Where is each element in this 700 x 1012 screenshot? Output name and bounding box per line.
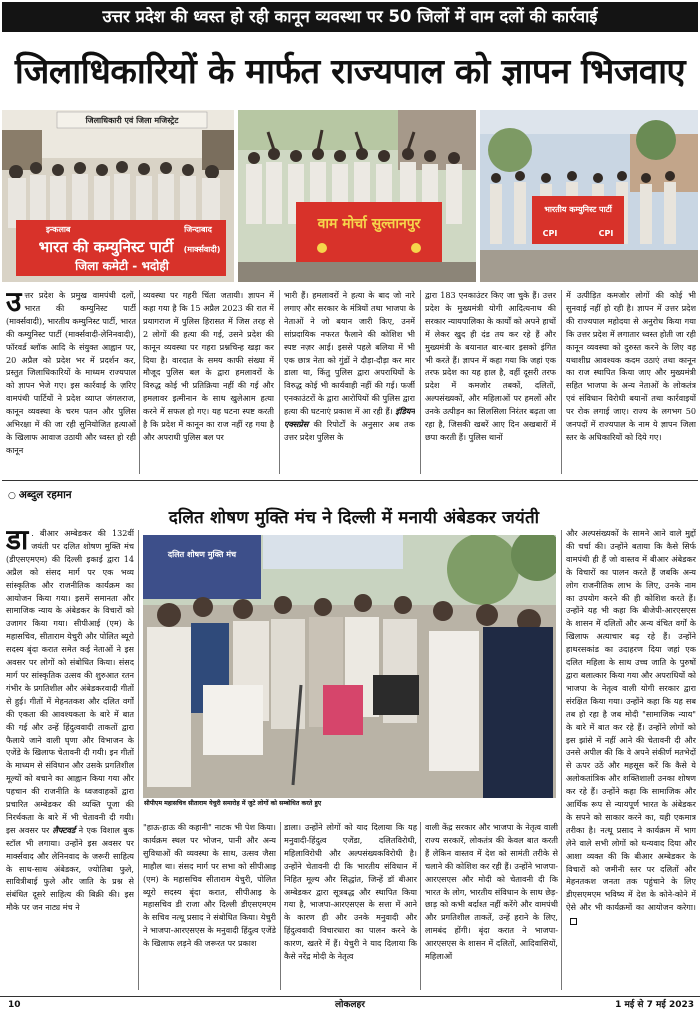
page-number: 10	[8, 1000, 21, 1010]
article1-column-3	[284, 289, 415, 475]
section-divider	[2, 480, 698, 481]
banner-slogan-right: जिन्दाबाद	[184, 225, 212, 234]
article1-col3-source: इंडियन एक्सप्रेस	[284, 406, 415, 430]
issue-date: 1 मई से 7 मई 2023	[615, 1000, 694, 1010]
article2-col1-text: . बीआर अम्बेडकर की 132वीं जयंती पर दलित शोषण मुक्ति मंच (डीएसएमएम) की दिल्ली इकाई द्वारा 14 अप्रैल को संसद मार्ग पर एक भव्य सांस्कृतिक और राजनीतिक कार्यक्रम का आयोजन किया गया। इसमें समानता और सामाजिक न्याय के अंबेडकर के विचारों को उजागर किया गया। सीपीआई (एम) के महासचिव, सीताराम येचुरी और पोलित ब्यूरो सदस्य बृंदा करात समेत कई नेताओं ने इस अवसर पर लोगों को संबोधित किया। संसद मार्ग पर सांस्कृतिक उत्सव की शुरुआत रतन गंभीर के प्रगतिशील और अंबेडकरवादी गीतों से हुई। गीतों में मेहनतकश और दलित वर्गों की एकता की आवश्यकता के बारे में बात की गई और उन्हें हिंदुत्ववादी ताकतों द्वारा फैलाये जाने वाली घृणा और विभाजन के एजेंडे के खिलाफ चेतावनी दी गयी। इन गीतों के माध्यम से संविधान और उसके प्रगतिशील मूल्यों को बचाने का आह्वान किया गया और पहचान की राजनीति के ध्वजवाहकों द्वारा प्रचारित अम्बेडकर की व्यक्ति पूजा की निरर्थकता के बारे में भी चेतावनी दी गयी। इस अवसर पर	[6, 528, 134, 835]
article1-col3-text: भारी हैं। हमलावरों ने हत्या के बाद जो नारे लगाए और सरकार के मंत्रियों तथा भाजपा के नेताओं ने जो बयान जारी किए, उनमें सांप्रदायिक नफरत फैलाने की कोशिश भी स्पष्ट नज़र आई। इससे पहले बलिया में भी एक छात्र नेता को गुंडों ने दौड़ा-दौड़ा कर मार डाला था, किंतु पुलिस द्वारा अपराधियों के विरुद्ध कोई भी कार्यवाही नहीं की गई। फर्जी एनकाउंटरों के द्वारा आरोपियों की पुलिस द्वारा हत्या की घटनाएं प्रकाश में आ रही हैं।	[284, 290, 415, 417]
divider	[420, 822, 421, 990]
divider	[279, 290, 280, 474]
banner-party-suffix: (मार्क्सवादी)	[183, 245, 221, 254]
article1-col5-text: में उत्पीड़ित कमजोर लोगों की कोई भी सुनवाई नहीं हो रही है। ज्ञापन में उत्तर प्रदेश की राज्यपाल महोदया से अनुरोध किया गया कि उत्तर प्रदेश में लगातार ध्वस्त होती जा रही कानून व्यवस्था को दुरुस्त करने के लिए वह यथाशीघ्र आवश्यक कदम उठाएं तथा कानून का राज स्थापित किया जाए और मुख्यमंत्री सहित भाजपा के अन्य नेताओं के लोकतंत्र एवं संविधान विरोधी बयानों तथा कार्रवाइयों पर रोक लगाई जाए। राज्य के लगभग 50 जनपदों में राज्यपाल के नाम ये ज्ञापन जिला स्तर के अधिकारियों को दिये गए।	[566, 290, 696, 442]
article2-column-1	[6, 527, 134, 991]
article1-col1-text: त्तर प्रदेश के प्रमुख वामपंथी दलों, भारत की कम्युनिस्ट पार्टी (मार्क्सवादी), भारतीय कम्युनिस्ट पार्टी, भारत की कम्युनिस्ट पार्टी (मार्क्सवादी-लेनिनवादी), फॉरवर्ड ब्लॉक आदि के संयुक्त आह्वान पर, 20 अप्रैल को प्रदेश भर में प्रदर्शन कर, प्रस्तुत जिलाधिकारियों के माध्यम राज्यपाल को ज्ञापन भेजे गए। इस कार्रवाई के ज़रिए वामपंथी पार्टियों ने प्रदेश व्याप्त जंगलराज, कानून व्यवस्था के चरम पतन और पुलिस अभिरक्षा में की जा रही सुनियोजित हत्याओं के खिलाफ आवाज उठायी और ध्वस्त हो रही कानून	[6, 290, 136, 455]
article2-column-4	[425, 821, 558, 993]
kicker-strip: उत्तर प्रदेश की ध्वस्त हो रही कानून व्यवस्था पर 50 जिलों में वाम दलों की कार्रवाई	[2, 2, 698, 32]
article2-column-2	[143, 821, 276, 993]
article2-col1-tail: ने एक विशाल बुक स्टॉल भी लगाया। उन्होंने इस अवसर पर मार्क्सवाद और लेनिनवाद के जरूरी साहित्य के साथ-साथ अंबेडकर, ज्योतिबा फुले, सावित्रीबाई फुले और जाति के प्रश्न से संबंधित दूसरे साहित्य की बिक्री की। इस मौके पर जन नाट्य मंच ने	[6, 824, 134, 913]
banner-slogan-left: इन्कलाब	[46, 225, 71, 234]
photo-protest-cpi-image	[480, 110, 698, 282]
article1-column-2	[143, 289, 274, 475]
article2-byline: ○ अब्दुल रहमान	[8, 489, 72, 501]
building-sign: जिलाधिकारी एवं जिला मजिस्ट्रेट	[85, 116, 179, 125]
article1-column-5	[566, 289, 696, 475]
photo-protest-sultanpur-image	[238, 110, 476, 282]
article1-col3-tail: की रिपोर्टों के अनुसार अब तक उत्तर प्रदेश पुलिस के	[284, 419, 415, 442]
byline-author: अब्दुल रहमान	[18, 489, 72, 501]
article1-col2-text: व्यवस्था पर गहरी चिंता जतायी। ज्ञापन में कहा गया है कि 15 अप्रैल 2023 की रात में प्रयागराज में पुलिस हिरासत में जिस तरह से 2 लोगों की हत्या की गई, उसने प्रदेश की कानून व्यवस्था पर गहरा प्रश्नचिन्ह खड़ा कर दिया है। वारदात के समय काफी संख्या में मौजूद पुलिस बल के द्वारा हमलावरों के विरुद्ध कोई भी प्रतिक्रिया नहीं की गई और हमलावर इत्मीनान के साथ खुलेआम हत्या करने में सफल हो गए। यह घटना स्पष्ट करती है कि प्रदेश में कानून का राज नहीं रह गया है और अपराधी पुलिस बल पर	[143, 290, 274, 442]
article2-column-5	[566, 527, 696, 993]
banner-district: जिला कमेटी - भदोही	[75, 259, 169, 273]
photo-protest-bhadohi	[2, 110, 234, 282]
photo-protest-sultanpur	[238, 110, 476, 282]
article1-column-4	[425, 289, 556, 475]
page-footer	[0, 996, 700, 1012]
page-headline: जिलाधिकारियों के मार्फत राज्यपाल को ज्ञापन भिजवाए	[14, 52, 686, 92]
article1-dropcap: उ	[6, 289, 22, 318]
publication-name: लोकलहर	[335, 1000, 365, 1010]
divider	[139, 290, 140, 474]
article2-col1-leftword: लैफ्टवर्ड	[52, 824, 76, 835]
banner-party-name: भारत की कम्युनिस्ट पार्टी	[38, 238, 174, 256]
banner-cpi-right: CPI	[598, 229, 614, 238]
article2-headline: दलित शोषण मुक्ति मंच ने दिल्ली में मनायी अंबेडकर जयंती	[168, 508, 540, 528]
divider	[561, 530, 562, 990]
photo-protest-bhadohi-image	[2, 110, 234, 282]
banner-cpi-left: CPI	[542, 229, 558, 238]
divider	[561, 290, 562, 474]
divider	[138, 530, 139, 990]
photo-caption: सीपीएम महासचिव सीताराम येचुरी समारोह में जुटे लोगों को सम्बोधित करते हुए	[144, 800, 322, 807]
photo-protest-cpi	[480, 110, 698, 282]
divider	[280, 822, 281, 990]
article2-col2-text: "हाऊ-हाऊ की कहानी" नाटक भी पेश किया। कार्यक्रम स्थल पर भोजन, पानी और अन्य सुविधाओं की व्यवस्था के साथ, उत्सव जैसा माहौल था। संसद मार्ग पर सभा को सीपीआइ (एम) के महासचिव सीताराम येचुरी, पोलित ब्यूरो सदस्य बृंदा करात, सीपीआइ के महासचिव डी राजा और दिल्ली डीएसएमएम के सचिव नत्थू प्रसाद ने संबोधित किया। येचुरी ने भाजपा-आरएसएस के मनुवादी हिंदुत्व एजेंडे के खिलाफ लड़ने की जरूरत पर प्रकाश	[143, 822, 276, 949]
banner-vam-morcha: वाम मोर्चा सुल्तानपुर	[317, 216, 421, 232]
article1-col4-text: द्वारा 183 एनकाउंटर किए जा चुके हैं। उत्तर प्रदेश के मुख्यमंत्री योगी आदित्यनाथ की सरकार न्यायपालिका के कार्यों को अपने हाथों में लेकर खुद ही दंड तय कर रहे हैं और मुख्यमंत्री के बयानात बार-बार इसको इंगित भी करते हैं। ज्ञापन में कहा गया कि जहां एक तरफ प्रदेश का यह हाल है, वहीं दूसरी तरफ प्रदेश में कमजोर तबकों, दलितों, अल्पसंख्यकों, और महिलाओं पर हमलों और उनके उत्पीड़न का सिलसिला निरंतर बढ़ता जा रहा है, जिसकी खबरें आए दिन अखबारों में छपा करती हैं। पुलिस थानों	[425, 290, 556, 442]
divider	[420, 290, 421, 474]
banner-cpi-name: भारतीय कम्युनिस्ट पार्टी	[544, 205, 612, 214]
photo-ambedkar-jayanti	[143, 535, 556, 798]
photo-ambedkar-jayanti-image	[143, 535, 556, 798]
end-mark	[570, 918, 577, 925]
article2-col5-text: और अल्पसंख्यकों के सामने आने वाले मुद्दों की चर्चा की। उन्होंने बताया कि कैसे सिर्फ वामपंथी ही हैं जो वास्तव में बीआर अंबेडकर के विचारों का पालन करते हैं जबकि अन्य लोग राजनीतिक लाभ के लिए, उनके नाम का उपयोग करने की ही कोशिश करते हैं। उन्होंने यह भी कहा कि बीजेपी-आरएसएस के शासन में दलितों और अन्य वंचित वर्गों के खिलाफ अत्याचार बढ़ रहे हैं। उन्होंने हाथरसकांड का उदाहरण दिया जहां एक दलित महिला के साथ उच्च जाति के पुरुषों द्वारा बलात्कार किया गया और अपराधियों को भाजपा के नेतृत्व वाली योगी सरकार द्वारा संरक्षित किया गया। उन्होंने कहा कि यह सब तब हो रहा है जब मोदी "सामाजिक न्याय" के बारे में बात कर रहे हैं। उन्होंने लोगों को इस झांसे में नहीं आने की चेतावनी दी और उनसे अपील की कि वे अपने संकीर्ण मतभेदों से ऊपर उठें और महसूस करें कि कैसे ये अलोकतांत्रिक और शक्तिशाली उनका शोषण कर रहे हैं। उन्होंने कहा कि सामाजिक और आर्थिक रूप से न्यायपूर्ण भारत के अंबेडकर के सपने को साकार करने का, यही एकमात्र तरीका है। नत्थू प्रसाद ने कार्यक्रम में भाग लेने वाले सभी लोगों को धन्यवाद दिया और आशा व्यक्त की कि बीआर अम्बेडकर के विचारों को जमीनी स्तर पर दलितों और मेहनतकश जनता तक पहुंचाने के लिए डीएसएमएम भविष्य में देश के कोने-कोने में ऐसे और भी कार्यक्रमों का आयोजन करेगा।	[566, 528, 696, 913]
article1-column-1	[6, 289, 136, 475]
article2-column-3	[284, 821, 417, 993]
article2-dropcap: डा	[6, 527, 29, 556]
article2-col3-text: डाला। उन्होंने लोगों को याद दिलाया कि यह मनुवादी-हिंदुत्व एजेंडा, दलितविरोधी, महिलाविरोधी और अल्पसंख्यकविरोधी है। उन्होंने चेतावनी दी कि भारतीय संविधान में निहित मूल्य और सिद्धांत, जिन्हें डॉ बीआर अम्बेडकर द्वारा सूत्रबद्ध और स्थापित किया गया है, भाजपा-आरएसएस के सत्ता में आने के कारण ही और उनके मनुवादी और हिंदुत्ववादी विचारधारा का पालन करने के कारण, खतरे में हैं। येचुरी ने याद दिलाया कि कैसे नरेंद्र मोदी के नेतृत्व	[284, 822, 417, 962]
stage-banner-text: दलित शोषण मुक्ति मंच	[167, 550, 237, 559]
article2-col4-text: वाली केंद्र सरकार और भाजपा के नेतृत्व वाली राज्य सरकारें, लोकतंत्र की केवल बात करती हैं लेकिन वास्तव में देश को सामंती तरीके से चलाने की कोशिश कर रही हैं। उन्होंने भाजपा-आरएसएस और मोदी को चेतावनी दी कि भारत के लोग, भारतीय संविधान के साथ छेड़-छाड़ को कभी बर्दाश्त नहीं करेंगे और वामपंथी और प्रगतिशील ताकतें, उन्हें हराने के लिए, लामबंद होंगी। बृंदा करात ने भाजपा-आरएसएस के शासन में दलितों, आदिवासियों, महिलाओं	[425, 822, 558, 962]
